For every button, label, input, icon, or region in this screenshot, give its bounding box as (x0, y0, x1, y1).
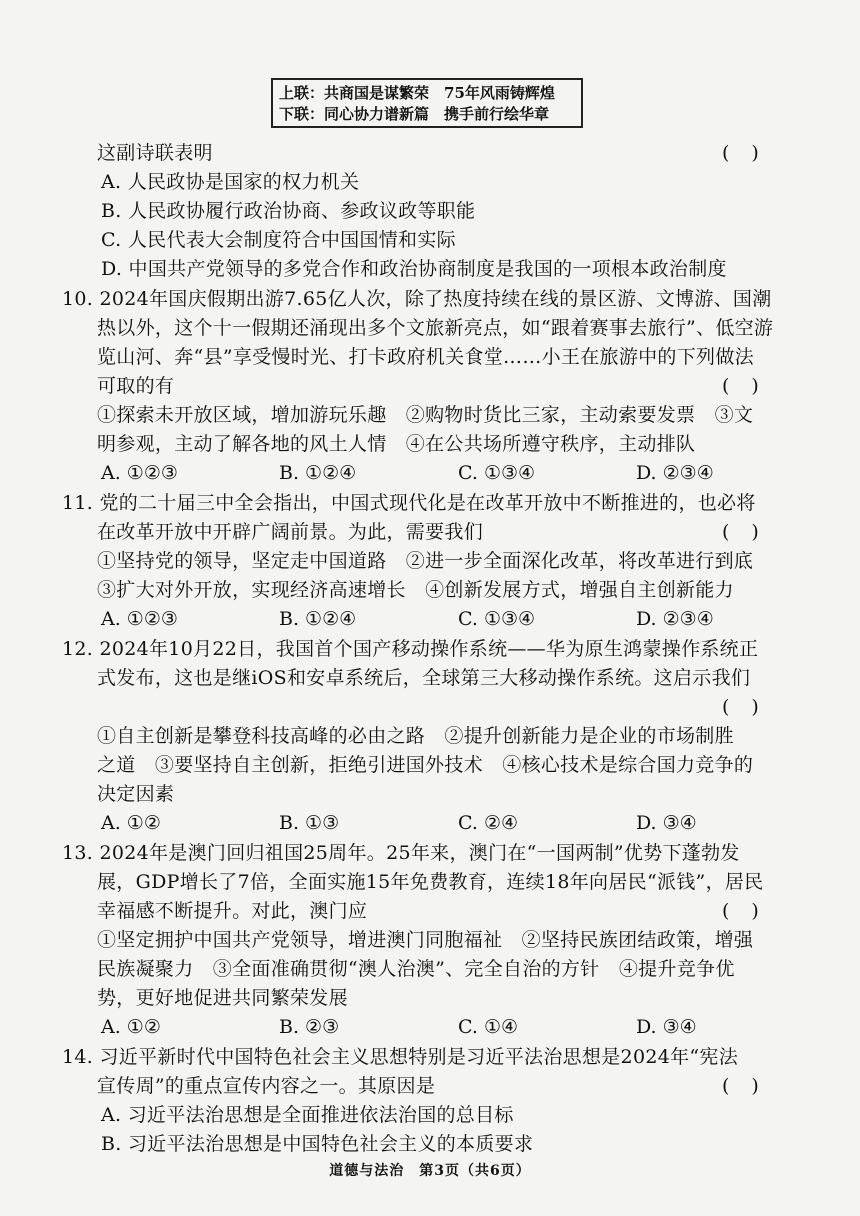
q10-choice-b: B. ①②④ (279, 462, 357, 484)
q11-choice-d: D. ②③④ (636, 608, 714, 630)
q11-answer-paren: () (722, 521, 781, 543)
q10-choice-c: C. ①③④ (458, 462, 536, 484)
q10-item-line: ①探索未开放区域，增加游玩乐趣 ②购物时货比三家，主动索要发票 ③文 (97, 404, 754, 426)
q11-stem-line: 在改革开放中开辟广阔前景。为此，需要我们 (97, 521, 484, 543)
q11-stem-line: 11. 党的二十届三中全会指出，中国式现代化是在改革开放中不断推进的，也必将 (62, 492, 756, 514)
q11-choice-c: C. ①③④ (458, 608, 536, 630)
couplet-lower: 下联：同心协力谱新篇 携手前行绘华章 (279, 105, 550, 123)
couplet-upper: 上联：共商国是谋繁荣 75年风雨铸辉煌 (279, 84, 555, 102)
q14-stem-line: 14. 习近平新时代中国特色社会主义思想特别是习近平法治思想是2024年“宪法 (62, 1046, 739, 1068)
q13-stem-line: 幸福感不断提升。对此，澳门应 (97, 900, 368, 922)
q12-answer-paren: () (722, 696, 781, 718)
q13-stem-line: 13. 2024年是澳门回归祖国25周年。25年来，澳门在“一国两制”优势下蓬勃发 (62, 842, 740, 864)
q12-choice-b: B. ①③ (279, 812, 340, 834)
q9-answer-paren: () (722, 142, 781, 164)
q10-stem-line: 可取的有 (97, 375, 175, 397)
q12-item-line: ①自主创新是攀登科技高峰的必由之路 ②提升创新能力是企业的市场制胜 (97, 725, 734, 747)
q12-item-line: 之道 ③要坚持自主创新，拒绝引进国外技术 ④核心技术是综合国力竞争的 (97, 754, 754, 776)
q13-choice-d: D. ③④ (636, 1016, 697, 1038)
q11-choice-b: B. ①②④ (279, 608, 357, 630)
q14-stem-line: 宣传周”的重点宣传内容之一。其原因是 (97, 1075, 436, 1097)
q13-choice-c: C. ①④ (458, 1016, 519, 1038)
q13-item-line: 势，更好地促进共同繁荣发展 (97, 987, 348, 1009)
q10-stem-line: 热以外，这个十一假期还涌现出多个文旅新亮点，如“跟着赛事去旅行”、低空游 (97, 317, 774, 339)
q10-item-line: 明参观，主动了解各地的风土人情 ④在公共场所遵守秩序，主动排队 (97, 433, 696, 455)
q11-choice-a: A. ①②③ (101, 608, 178, 630)
q13-choice-b: B. ②③ (279, 1016, 340, 1038)
q10-answer-paren: () (722, 375, 781, 397)
q10-stem-line: 10. 2024年国庆假期出游7.65亿人次，除了热度持续在线的景区游、文博游、国潮 (62, 288, 772, 310)
q13-item-line: ①坚定拥护中国共产党领导，增进澳门同胞福祉 ②坚持民族团结政策，增强 (97, 929, 754, 951)
q14-option-a: A. 习近平法治思想是全面推进依法治国的总目标 (101, 1104, 514, 1126)
q10-choice-d: D. ②③④ (636, 462, 714, 484)
q9-stem: 这副诗联表明 (97, 142, 213, 164)
q12-choice-a: A. ①② (101, 812, 161, 834)
q12-choice-d: D. ③④ (636, 812, 697, 834)
q9-option-d: D. 中国共产党领导的多党合作和政治协商制度是我国的一项根本政治制度 (101, 258, 727, 280)
q12-choice-c: C. ②④ (458, 812, 519, 834)
q9-option-a: A. 人民政协是国家的权力机关 (101, 171, 360, 193)
q10-choice-a: A. ①②③ (101, 462, 178, 484)
couplet-box (271, 78, 583, 128)
q13-stem-line: 展，GDP增长了7倍，全面实施15年免费教育，连续18年向居民“派钱”，居民 (97, 871, 764, 893)
q11-item-line: ③扩大对外开放，实现经济高速增长 ④创新发展方式，增强自主创新能力 (97, 579, 734, 601)
q13-item-line: 民族凝聚力 ③全面准确贯彻“澳人治澳”、完全自治的方针 ④提升竞争优 (97, 958, 735, 980)
q10-stem-line: 览山河、奔“县”享受慢时光、打卡政府机关食堂……小王在旅游中的下列做法 (97, 346, 754, 368)
q13-answer-paren: () (722, 900, 781, 922)
q14-answer-paren: () (722, 1075, 781, 1097)
page-footer: 道德与法治 第3页（共6页） (329, 1163, 531, 1179)
q9-option-c: C. 人民代表大会制度符合中国国情和实际 (101, 229, 456, 251)
q9-option-b: B. 人民政协履行政治协商、参政议政等职能 (101, 200, 476, 222)
q12-stem-line: 12. 2024年10月22日，我国首个国产移动操作系统——华为原生鸿蒙操作系统正 (62, 638, 759, 660)
q12-item-line: 决定因素 (97, 783, 175, 805)
q14-option-b: B. 习近平法治思想是中国特色社会主义的本质要求 (101, 1133, 534, 1155)
q11-item-line: ①坚持党的领导，坚定走中国道路 ②进一步全面深化改革，将改革进行到底 (97, 550, 754, 572)
q13-choice-a: A. ①② (101, 1016, 161, 1038)
q12-stem-line: 式发布，这也是继iOS和安卓系统后，全球第三大移动操作系统。这启示我们 (97, 667, 751, 689)
